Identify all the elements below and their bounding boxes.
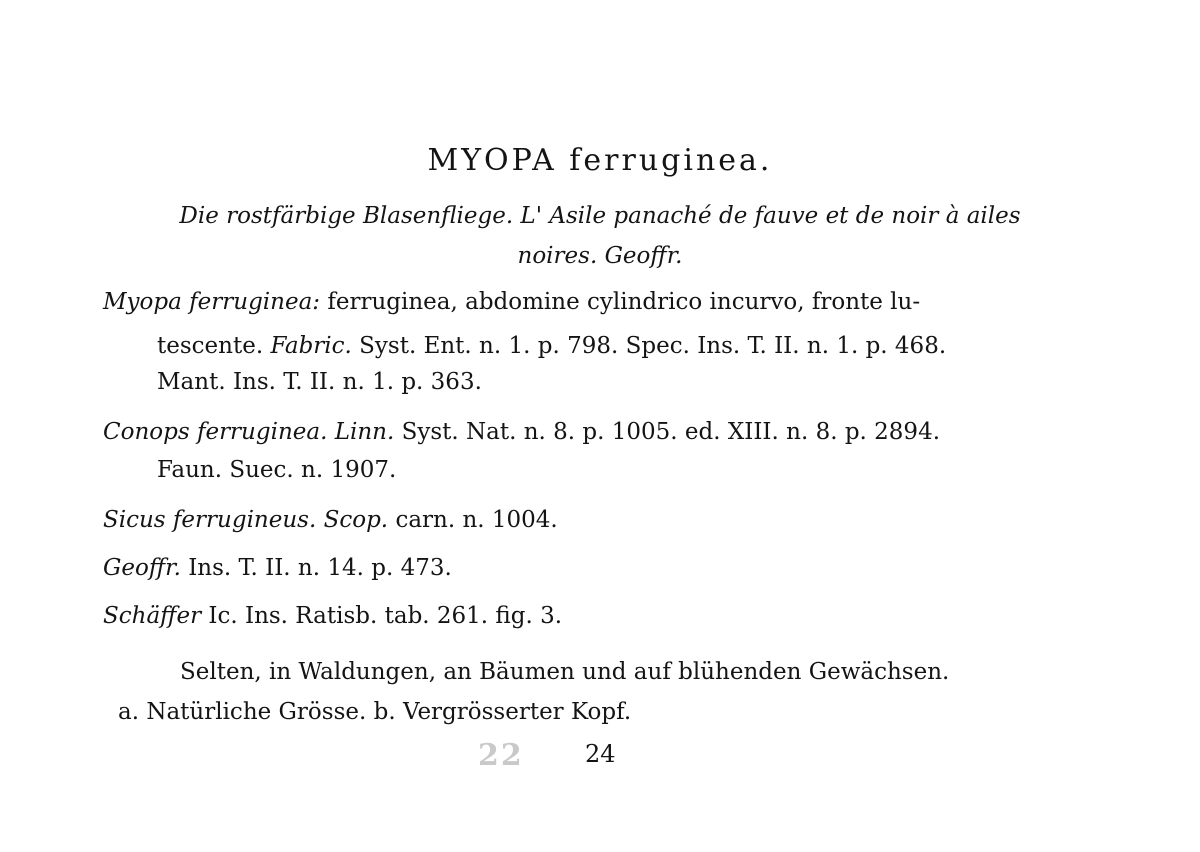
common-names-line-1: Die rostfärbige Blasenfliege. L' Asile panaché de fauve et de noir à ailes	[179, 203, 1021, 229]
synonym-1-author-2: Fabric.	[270, 333, 352, 359]
synonym-1-pre: tescente.	[157, 333, 264, 359]
common-names-line-2: noires. Geoffr.	[517, 243, 683, 269]
synonym-3-author: Sicus ferrugineus.	[103, 507, 317, 533]
page-number: 24	[585, 740, 616, 768]
title-species: ferruginea.	[569, 143, 773, 178]
synonym-2-line-2: Faun. Suec. n. 1907.	[157, 457, 397, 483]
synonym-3-text: carn. n. 1004.	[395, 507, 558, 533]
synonym-1-author: Myopa ferruginea:	[103, 289, 321, 315]
synonym-5-line	[103, 603, 562, 629]
figures-caption: a. Natürliche Grösse. b. Vergrösserter Kopf.	[118, 699, 632, 725]
synonym-1-text-2: Syst. Ent. n. 1. p. 798. Spec. Ins. T. II. n. 1. p. 468.	[359, 333, 947, 359]
synonym-4-author: Geoffr.	[103, 555, 181, 581]
title-genus: MYOPA	[427, 143, 557, 178]
synonym-2-author-2: Linn.	[334, 419, 395, 445]
synonym-2-author: Conops ferruginea.	[103, 419, 328, 445]
synonym-4-text: Ins. T. II. n. 14. p. 473.	[188, 555, 452, 581]
synonym-1-line-2	[157, 333, 946, 359]
page-title	[0, 143, 1200, 178]
synonym-3-line	[103, 507, 558, 533]
library-stamp: 22	[478, 738, 524, 773]
synonym-1-line-1	[103, 289, 920, 315]
synonym-5-text: Ic. Ins. Ratisb. tab. 261. fig. 3.	[208, 603, 563, 629]
synonym-1-text: ferruginea, abdomine cylindrico incurvo, fronte lu-	[327, 289, 921, 315]
synonym-5-author: Schäffer	[103, 603, 202, 629]
habitat-text: Selten, in Waldungen, an Bäumen und auf blühenden Gewächsen.	[180, 659, 950, 685]
synonym-2-line-1	[103, 419, 940, 445]
synonym-2-text: Syst. Nat. n. 8. p. 1005. ed. XIII. n. 8. p. 2894.	[401, 419, 941, 445]
synonym-4-line	[103, 555, 452, 581]
synonym-1-line-3: Mant. Ins. T. II. n. 1. p. 363.	[157, 369, 482, 395]
synonym-3-author-2: Scop.	[323, 507, 389, 533]
